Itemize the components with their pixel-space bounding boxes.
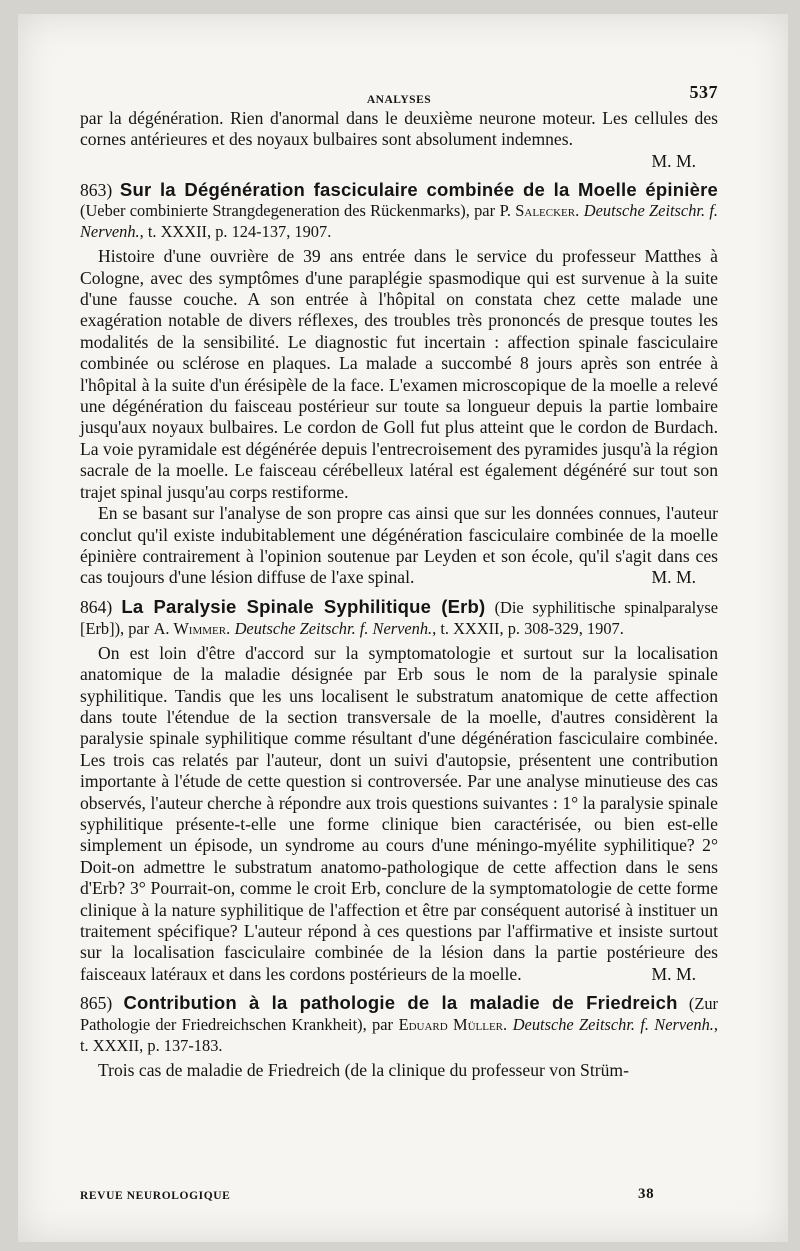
entry-paragraph-text: On est loin d'être d'accord sur la symptomatologie et surtout sur la localisation anatomique de la maladie désignée par Erb sous le nom de la paralysie spinale syphilitique. Tandis que les uns localisent le substratum anatomique de cette affection dans toute l'étendue de la section transversale de la moelle, d'autres considèrent la paralysie spinale syphilitique comme résultant d'une dégénération fasciculaire combinée. Les trois cas relatés par l'auteur, dont un suivi d'autopsie, présentent une contribution importante à l'étude de cette question si controversée. Par une analyse minutieuse des cas observés, l'auteur cherche à répondre aux trois questions suivantes : 1° la paralysie spinale syphilitique présente-t-elle une forme clinique bien caractérisée, ou bien est-elle simplement un épisode, un syndrome au cours d'une méningo-myélite syphilitique? 2° Doit-on admettre le substratum anatomo-pathologique de cette affection dans le sens d'Erb? 3° Pourrait-on, comme le croit Erb, conclure de la symptomatologie de cette forme clinique à la nature syphilitique de l'affection et être par conséquent autorisé à instituer un traitement spécifique? L'auteur répond à ces questions par l'affirmative et insiste surtout sur la localisation fasciculaire combinée de la lésion dans la partie postérieure des faisceaux latéraux et dans les cordons postérieurs de la moelle. — [80, 642, 718, 984]
entry-author: Eduard Müller. — [398, 1015, 508, 1035]
entry-title: Contribution à la pathologie de la maladie de Friedreich — [123, 992, 678, 1014]
footer-sheet-number: 38 — [638, 1186, 655, 1202]
page-footer — [80, 1186, 718, 1206]
entry-title: Sur la Dégénération fasciculaire combinée de la Moelle épinière — [119, 179, 718, 201]
entry-signature: M. M. — [651, 567, 696, 588]
footer-journal-name: REVUE NEUROLOGIQUE — [80, 1190, 231, 1202]
running-head — [80, 82, 718, 108]
entry-paragraph — [80, 643, 718, 986]
entry-original-title: (Die syphilitische spinalparalyse [Erb]), par — [80, 597, 719, 638]
entry-original-title: (Zur Pathologie der Friedreichschen Krankheit), par — [80, 994, 718, 1035]
entry-paragraph-text: En se basant sur l'analyse de son propre cas ainsi que sur les données connues, l'auteur conclut qu'il existe indubitablement une dégénération fasciculaire combinée de la moelle épinière contrairement à l'opinion soutenue par Leyden et son école, qu'il s'agit dans ces cas toujours d'une lésion diffuse de l'axe spinal. — [80, 503, 718, 588]
intro-signature: M. M. — [651, 150, 696, 171]
entry-signature: M. M. — [651, 963, 696, 984]
entry-heading — [80, 180, 718, 242]
entry-original-title: (Ueber combinierte Strangdegeneration des Rückenmarks), par — [80, 201, 496, 221]
entry-heading — [80, 597, 718, 639]
entry-paragraph — [80, 503, 718, 589]
abstract-entry-863 — [80, 180, 718, 589]
entry-title: La Paralysie Spinale Syphilitique (Erb) — [121, 595, 486, 617]
entry-citation: , t. XXXII, p. 137-183. — [80, 1015, 719, 1056]
entry-journal: Deutsche Zeitschr. f. Nervenh. — [80, 201, 718, 242]
intro-text: par la dégénération. Rien d'anormal dans le deuxième neurone moteur. Les cellules des cornes antérieures et des noyaux bulbaires sont absolument indemnes. — [80, 108, 718, 150]
running-title: ANALYSES — [366, 94, 432, 106]
entry-citation: , t. XXXII, p. 124-137, 1907. — [139, 222, 332, 242]
entry-paragraph: Trois cas de maladie de Friedreich (de la clinique du professeur von Strüm- — [98, 1060, 629, 1081]
intro-paragraph — [80, 108, 718, 151]
abstract-entry-865 — [80, 993, 718, 1081]
scanned-page — [18, 14, 788, 1242]
entry-heading — [80, 993, 718, 1056]
abstract-entry-864 — [80, 597, 718, 986]
entry-author: P. Salecker. — [499, 201, 580, 221]
entry-author: A. Wimmer. — [153, 618, 231, 638]
entry-journal: Deutsche Zeitschr. f. Nervenh. — [512, 1015, 714, 1035]
entry-paragraph: Histoire d'une ouvrière de 39 ans entrée dans le service du professeur Matthes à Cologne, avec des symptômes d'une paraplégie spasmodique qui est survenue à la suite d'une fausse couche. A son entrée à l'hôpital on constata chez cette malade une exagération notable de divers réflexes, des troubles très prononcés de presque toutes les modalités de la sensibilité. Le diagnostic fut incertain : affection spinale fasciculaire combinée ou sclérose en plaques. La malade a succombé 8 jours après son entrée à l'hôpital à la suite d'un érésipèle de la face. L'examen microscopique de la moelle a relevé une dégénération du faisceau postérieur sur toute sa longueur depuis la partie lombaire jusqu'aux noyaux bulbaires. Le cordon de Goll fut plus atteint que le cordon de Burdach. La voie pyramidale est dégénérée depuis l'entrecroisement des pyramides jusqu'à la région sacrale de la moelle. Le faisceau cérébelleux latéral est également dégénéré sur tout son trajet spinal jusqu'au corps restiforme. — [80, 246, 718, 502]
entry-journal: Deutsche Zeitschr. f. Nervenh. — [234, 618, 433, 638]
page-content — [80, 82, 718, 1082]
entry-number: 864) — [80, 596, 113, 617]
page-number: 537 — [689, 82, 718, 102]
entry-number: 863) — [80, 180, 113, 201]
entry-citation: , t. XXXII, p. 308-329, 1907. — [432, 618, 624, 638]
entry-number: 865) — [80, 993, 113, 1014]
